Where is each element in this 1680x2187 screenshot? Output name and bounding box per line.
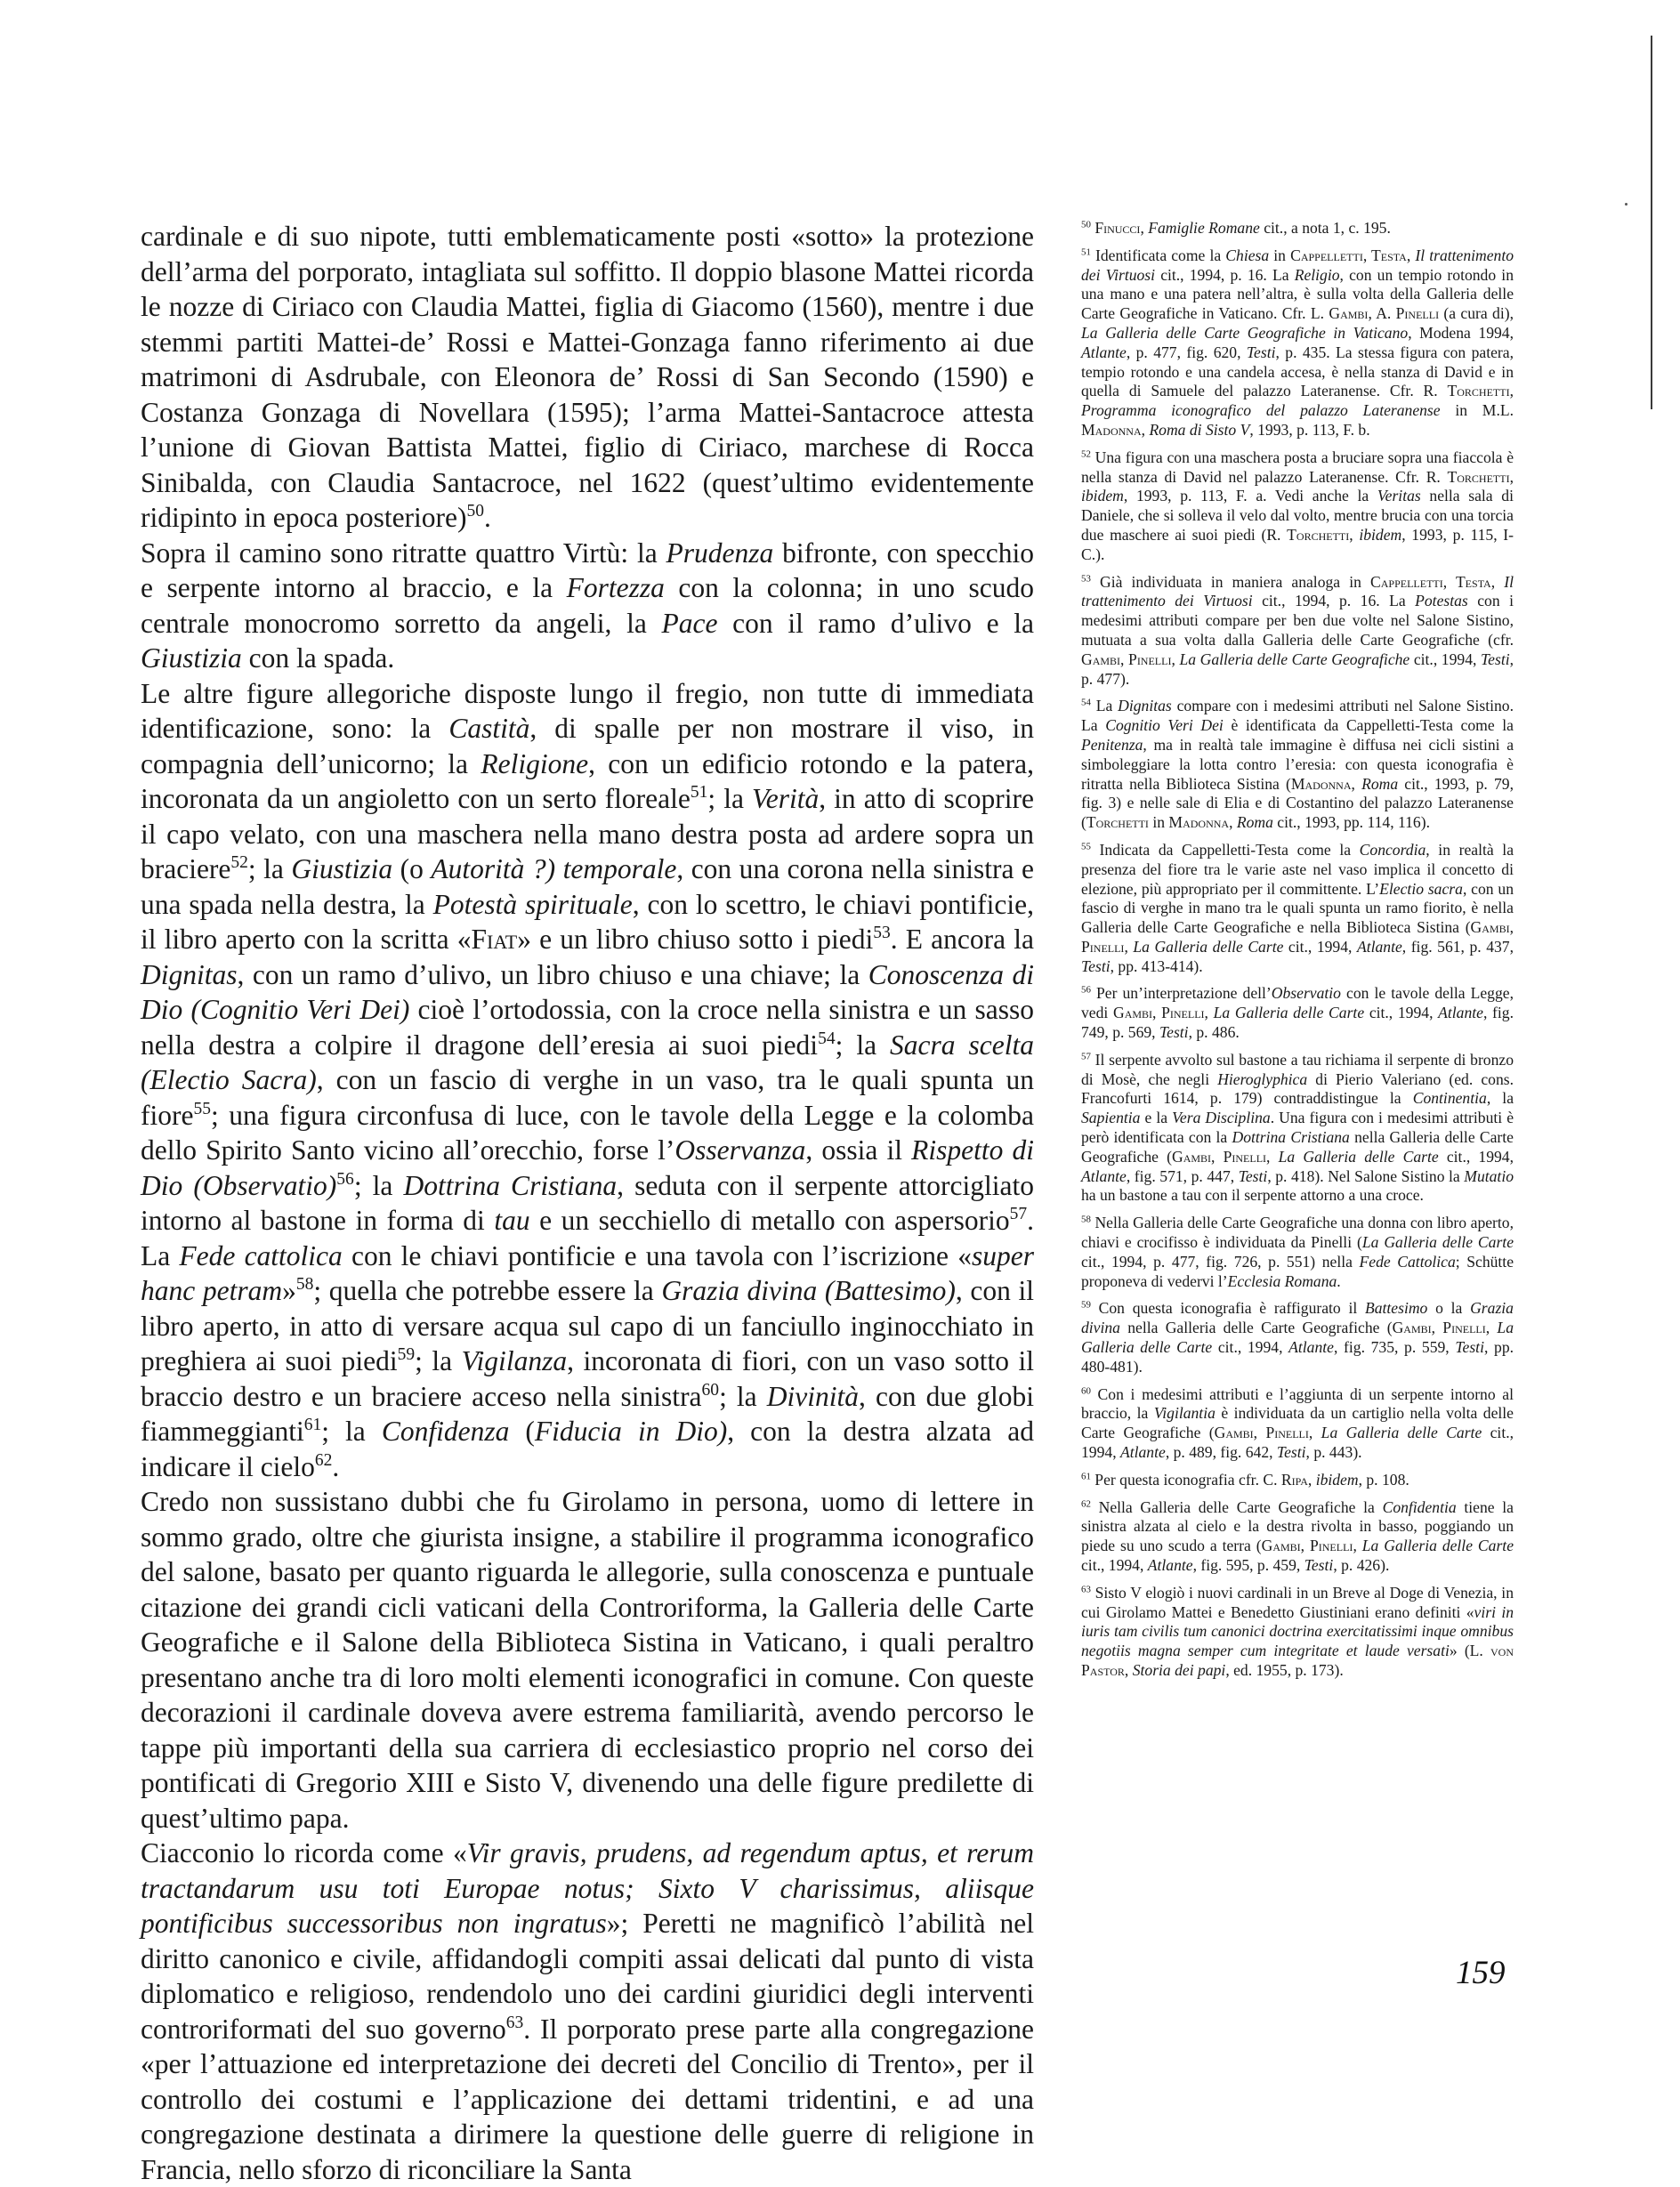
italic-term: Atlante — [1147, 1556, 1193, 1574]
italic-term: Rispetto di Dio (Observatio) — [141, 1134, 1034, 1201]
footnote-57 — [1081, 1051, 1514, 1206]
text-run: cit., 1994, — [1438, 1147, 1514, 1166]
footnote-ref-59[interactable]: 59 — [397, 1344, 416, 1364]
text-run: cardinale e di suo nipote, tutti emblematicamente posti «sotto» la protezione dell’arma del porporato, intagliata sul soffitto. Il doppio blasone Mattei ricorda le nozze di Ciriaco con Claudia Mattei, figlia di Giacomo (1560), mentre i due stemmi partiti Mattei-de’ Rossi e Mattei-Gonzaga fanno riferimento ai due matrimoni di Asdrubale, con Eleonora de’ Rossi di San Secondo (1590) e Costanza Gonzaga di Novellara (1595); l’arma Mattei-Santacroce attesta l’unione di Giovan Battista Mattei, figlio di Ciriaco, marchese di Rocca Sinibalda, con Claudia Santacroce, nel 1622 (quest’ultimo evidentemente ridipinto in epoca posteriore) — [141, 221, 1034, 533]
text-run: . — [1337, 1271, 1341, 1290]
italic-term: Dignitas — [1118, 697, 1172, 715]
footnote-58 — [1081, 1214, 1514, 1291]
footnote-ref-57[interactable]: 57 — [1009, 1204, 1028, 1223]
text-run: . — [332, 1450, 340, 1482]
text-run: , con un fascio di verghe in un vaso, tra le quali spunta un fiore — [141, 1064, 1034, 1131]
paragraph-3 — [141, 676, 1034, 1485]
text-run: , p. 418). Nel Salone Sistino la — [1267, 1166, 1465, 1185]
text-run: è individuata da un cartiglio nella volta delle Carte Geografiche ( — [1081, 1404, 1514, 1442]
text-run: ; Schütte proponeva di vedervi l’ — [1081, 1252, 1514, 1290]
italic-term: Testi — [1276, 1443, 1306, 1462]
work-title: La Galleria delle Carte — [1361, 1233, 1514, 1252]
italic-term: Testi — [1455, 1338, 1484, 1357]
italic-term: Vigilantia — [1153, 1404, 1216, 1423]
text-run: , di spalle per non mostrare il viso, in compagnia dell’unicorno; la — [141, 713, 1034, 779]
text-run: e la — [1140, 1109, 1173, 1127]
text-run: con la spada. — [241, 642, 395, 674]
text-run: Il serpente avvolto sul bastone a tau richiama il serpente di bronzo di Mosè, che negli — [1081, 1050, 1514, 1088]
text-run: , — [1124, 1660, 1133, 1679]
italic-term: Pace — [661, 607, 718, 639]
work-title: Roma — [1361, 774, 1399, 793]
text-run: con il ramo d’ulivo e la — [717, 607, 1034, 639]
italic-term: Testi — [1081, 956, 1111, 975]
italic-term: Giustizia — [141, 642, 242, 674]
text-run: , — [1490, 572, 1505, 591]
work-title: La Galleria delle Carte — [1321, 1424, 1482, 1442]
italic-term: Giustizia — [291, 853, 393, 884]
footnote-50 — [1081, 219, 1514, 238]
text-run: ; la — [353, 1169, 404, 1201]
italic-term: Atlante — [1356, 937, 1402, 956]
italic-term: Conoscenza di Dio (Cognitio Veri Dei) — [141, 958, 1034, 1025]
work-title: La Galleria delle Carte — [1213, 1004, 1365, 1022]
italic-term: Penitenza — [1081, 735, 1143, 754]
footnote-55 — [1081, 841, 1514, 977]
text-run: , con un edificio rotondo e la patera, incoronata da un angioletto con un serto floreale — [141, 747, 1034, 814]
work-title: Roma di Sisto V — [1149, 420, 1250, 439]
text-run: , Modena 1994, — [1408, 323, 1514, 342]
text-run: , p. 486. — [1188, 1023, 1240, 1042]
text-run: , p. 477). — [1081, 650, 1514, 688]
italic-term: Chiesa — [1225, 246, 1270, 264]
text-run: , — [1171, 650, 1180, 668]
italic-term: Confidentia — [1382, 1497, 1457, 1516]
author-name: Torchetti — [1086, 813, 1149, 832]
work-title: La Galleria delle Carte — [1133, 937, 1284, 956]
footnote-ref-60[interactable]: 60 — [701, 1380, 720, 1400]
text-run: Per questa iconografia cfr. C. — [1090, 1470, 1281, 1489]
footnote-61 — [1081, 1471, 1514, 1490]
text-run: Con questa iconografia è raffigurato il — [1090, 1299, 1365, 1318]
footnote-number: 52 — [1081, 448, 1091, 460]
italic-term: Fortezza — [566, 572, 665, 603]
italic-term: Sacra scelta (Electio Sacra) — [141, 1029, 1034, 1095]
author-name: Pinelli — [1395, 304, 1440, 323]
text-run: , fig. 595, p. 459, — [1192, 1556, 1304, 1574]
text-run: in — [1148, 813, 1169, 832]
text-run: , pp. 413-414). — [1110, 956, 1203, 975]
text-run: Nella Galleria delle Carte Geografiche la — [1090, 1497, 1383, 1516]
italic-term: Religione — [481, 747, 589, 779]
text-run: , p. 443). — [1305, 1443, 1362, 1462]
author-name: Gambi, Pinelli — [1081, 650, 1172, 668]
text-run: , 1993, p. 113, F. b. — [1249, 420, 1370, 439]
footnote-number: 53 — [1081, 572, 1091, 584]
italic-term: Verità — [751, 783, 820, 814]
italic-term: Concordia — [1359, 840, 1426, 859]
italic-term: Divinità — [766, 1380, 860, 1412]
text-run: » (L. — [1449, 1642, 1490, 1660]
author-name: Finucci — [1094, 219, 1141, 237]
author-name: Gambi, Pinelli — [1261, 1537, 1353, 1555]
text-run: . Una figura con i medesimi attributi è però identificata con la — [1081, 1109, 1514, 1147]
text-run: cit., 1994, — [1212, 1338, 1289, 1357]
author-name: Gambi — [1329, 304, 1369, 323]
text-run: cit., 1994, — [1364, 1004, 1439, 1022]
text-run: con la colonna; in uno scudo centrale monocromo sorretto da angeli, la — [141, 572, 1034, 639]
footnote-number: 50 — [1081, 219, 1091, 230]
text-run: in M.L. — [1440, 401, 1514, 420]
text-run: , — [1353, 1537, 1362, 1555]
text-run: ; quella che potrebbe essere la — [313, 1275, 662, 1306]
text-run: , — [1351, 774, 1362, 793]
text-run: , — [1266, 1147, 1279, 1166]
footnote-52 — [1081, 448, 1514, 565]
text-run: . — [484, 502, 491, 533]
italic-term: Dignitas — [141, 958, 238, 990]
text-run: » e un libro chiuso sotto i piedi — [517, 924, 874, 955]
text-run: ( — [509, 1416, 535, 1447]
text-run: , fig. 561, p. 437, — [1401, 937, 1514, 956]
author-name: Cappelletti, Testa — [1290, 246, 1407, 264]
text-run: bifronte, con specchio e serpente intorno al braccio, e la — [141, 537, 1034, 603]
text-run: , — [1485, 1319, 1498, 1337]
text-run: ; la — [415, 1345, 462, 1376]
text-run: ; una figura circonfusa di luce, con le tavole della Legge e la colomba dello Spirito Santo vicino all’orecchio, forse l’ — [141, 1099, 1034, 1166]
text-run: Già individuata in maniera analoga in — [1090, 572, 1371, 591]
text-run: o la — [1427, 1299, 1471, 1318]
text-run: , con una corona nella sinistra e una spada nella destra, la — [141, 853, 1034, 920]
author-name: von Pastor — [1081, 1642, 1514, 1679]
footnote-51 — [1081, 246, 1514, 440]
footnote-ref-51[interactable]: 51 — [690, 782, 708, 802]
italic-term: Vigilanza — [461, 1345, 568, 1376]
footnote-ref-63[interactable]: 63 — [505, 2013, 524, 2032]
text-run: cit., a nota 1, c. 195. — [1259, 219, 1391, 237]
italic-term: Testi — [1238, 1166, 1268, 1185]
italic-term: Testi — [1304, 1556, 1334, 1574]
text-run: ; la — [321, 1416, 382, 1447]
text-run: , la — [1486, 1089, 1514, 1108]
text-run: La — [1090, 697, 1119, 715]
text-run: , — [1308, 1424, 1321, 1442]
italic-term: Battesimo — [1364, 1299, 1428, 1318]
latin-quotation: viri in iuris tam civilis tum canonici doctrina exercitatissimi inque omnibus negotiis magna semper cum integritate et laude versati — [1081, 1602, 1514, 1660]
text-run: , p. 489, fig. 642, — [1165, 1443, 1277, 1462]
text-run: , — [1307, 1470, 1316, 1489]
text-run: con le tavole della Legge, vedi — [1081, 984, 1514, 1022]
author-name: Torchetti — [1447, 382, 1510, 400]
text-run: , seduta con il serpente attorcigliato intorno al bastone in forma di — [141, 1169, 1034, 1236]
italic-term: Atlante — [1081, 343, 1127, 361]
paragraph-1 — [141, 219, 1034, 536]
work-title: Roma — [1236, 813, 1273, 832]
text-run: , — [1229, 813, 1237, 832]
work-title: Storia dei papi — [1132, 1660, 1226, 1679]
author-name: Gambi, Pinelli — [1214, 1424, 1309, 1442]
work-title: Hieroglyphica — [1217, 1069, 1308, 1088]
text-run: , 1993, p. 113, F. a. Vedi anche la — [1123, 487, 1377, 505]
text-run: , ma in realtà tale immagine è diffusa nei cicli sistini a simboleggiare la lotta contro l’eresia: con questa iconografia è ritratta nella Biblioteca Sistina ( — [1081, 735, 1514, 793]
italic-term: Atlante — [1081, 1166, 1127, 1185]
footnote-ref-55[interactable]: 55 — [193, 1099, 211, 1118]
work-title: La Galleria delle Carte Geografiche in Vaticano — [1081, 323, 1409, 342]
footnote-54 — [1081, 697, 1514, 833]
text-run: (o — [392, 853, 432, 884]
italic-term: Castità — [448, 713, 530, 744]
text-run: , A. — [1368, 304, 1396, 323]
italic-term: Potestas — [1415, 592, 1468, 610]
text-run: ; la — [835, 1029, 891, 1061]
footnote-59 — [1081, 1299, 1514, 1376]
text-run: Con i medesimi attributi e l’aggiunta di un serpente intorno al braccio, la — [1081, 1384, 1514, 1423]
scan-edge-line — [1651, 36, 1652, 409]
text-run: , con lo scettro, le chiavi pontificie, il libro aperto con la scritta « — [141, 888, 1034, 955]
text-run: , con un fascio di verghe in mano tra le quali spunta un ramo fiorito, è nella Galleria delle Carte Geografiche e nella Biblioteca Sistina ( — [1081, 879, 1514, 937]
text-run: Le altre figure allegoriche disposte lungo il fregio, non tutte di immediata identificazione, sono: la — [141, 677, 1034, 744]
page-number: 159 — [1456, 1955, 1506, 1991]
text-run: , in atto di scoprire il capo velato, con una maschera nella mano destra posta ad ardere sopra un braciere — [141, 783, 1034, 884]
text-run: e un secchiello di metallo con aspersorio — [529, 1205, 1010, 1236]
text-run: , — [1349, 525, 1360, 544]
footnote-62 — [1081, 1498, 1514, 1576]
footnotes-column — [1081, 219, 1514, 1689]
text-run: , incoronata di fiori, con un vaso sotto il braccio destro e un braciere acceso nella sinistra — [141, 1345, 1034, 1412]
paragraph-5 — [141, 1836, 1034, 2187]
text-run: con i medesimi attributi compare per ben due volte nel Salone Sistino, mutuata a sua volta dalla Galleria delle Carte Geografiche (cfr. — [1081, 592, 1514, 649]
italic-term: Atlante — [1438, 1004, 1483, 1022]
italic-term: super hanc petram — [141, 1239, 1034, 1306]
footnote-number: 60 — [1081, 1384, 1091, 1396]
text-run: , p. 477, fig. 620, — [1126, 343, 1247, 361]
text-run: nella Galleria delle Carte Geografiche ( — [1081, 1128, 1514, 1166]
text-run: di Pierio Valeriano (ed. cons. Francofurti 1614, p. 179) contraddistingue la — [1081, 1069, 1514, 1108]
text-run: con le chiavi pontificie e una tavola con l’iscrizione « — [342, 1239, 972, 1271]
italic-term: tau — [494, 1205, 530, 1236]
italic-term: Potestà spirituale — [432, 888, 633, 920]
footnote-number: 51 — [1081, 246, 1091, 258]
italic-term: Veritas — [1377, 487, 1421, 505]
italic-term: Testi — [1481, 650, 1510, 668]
paragraph-4: Credo non sussistano dubbi che fu Girolamo in persona, uomo di lettere in sommo grado, oltre che giurista insigne, a stabilire il programma iconografico del salone, basato per quanto riguarda le allegorie, sulla conoscenza e puntuale citazione dei grandi cicli vaticani della Controriforma, la Galleria delle Carte Geografiche e il Salone della Biblioteca Sistina in Vaticano, i quali peraltro presentano anche tra di loro molti elementi iconografici in comune. Con queste decorazioni il cardinale doveva avere estrema familiarità, avendo percorso le tappe più importanti della sua carriera di ecclesiastico proprio nel corso dei pontificati di Gregorio XIII e Sisto V, divenendo una delle figure predilette di quest’ultimo papa. — [141, 1486, 1034, 1834]
text-run: , pp. 480-481). — [1081, 1338, 1514, 1376]
scan-speck — [1625, 203, 1628, 206]
footnote-number: 61 — [1081, 1471, 1091, 1482]
author-name: Gambi, Pinelli — [1392, 1319, 1486, 1337]
work-title: Il trattenimento dei Virtuosi — [1081, 246, 1514, 284]
text-run: Per un’interpretazione dell’ — [1090, 984, 1272, 1003]
text-run: (a cura di), — [1439, 304, 1514, 323]
text-run: , p. 108. — [1358, 1470, 1409, 1489]
text-run: , — [1141, 420, 1150, 439]
italic-term: Osservanza — [674, 1134, 806, 1166]
italic-term: Prudenza — [666, 537, 774, 569]
text-run: , p. 426). — [1333, 1556, 1390, 1574]
italic-term: Sapientia — [1081, 1109, 1141, 1127]
italic-term: Observatio — [1271, 984, 1341, 1003]
text-run: cit., 1993, p. 79, fig. 3) e nelle sale di Elia e di Costantino del palazzo Lateranense ( — [1081, 774, 1514, 832]
text-run: , p. 435. La stessa figura con patera, tempio rotondo e una candela accesa, è nella stanza di David e in quella di Samuele del palazzo Lateranense. Cfr. R. — [1081, 343, 1514, 400]
italic-term: ibidem — [1359, 525, 1402, 544]
text-run: , — [1140, 219, 1149, 237]
author-name: Torchetti — [1287, 525, 1350, 544]
italic-term: Electio sacra — [1379, 879, 1463, 898]
work-title: Programma iconografico del palazzo Lateranense — [1081, 401, 1441, 420]
italic-term: Grazia divina — [1081, 1299, 1514, 1337]
footnote-56 — [1081, 984, 1514, 1042]
text-run: , fig. 571, p. 447, — [1126, 1166, 1239, 1185]
text-run: . E ancora la — [890, 924, 1034, 955]
text-run: nella sala di Daniele, che si solleva il velo dal volto, mentre brucia con una torcia due maschere ai suoi piedi (R. — [1081, 487, 1514, 544]
text-run: » — [282, 1275, 296, 1306]
text-run: cit., 1994, — [1081, 1556, 1148, 1574]
text-run: , in realtà la presenza del fiore tra le varie aste nel vaso implica il concetto di elezione, più appropriato per il committente. L’ — [1081, 840, 1514, 898]
work-title: Il trattenimento dei Virtuosi — [1081, 572, 1514, 610]
small-caps-word: Fiat — [471, 924, 518, 955]
text-run: . Il porporato prese parte alla congregazione «per l’attuazione ed interpretazione dei decreti del Concilio di Trento», per il controllo dei costumi e l’applicazione dei dettami tridentini, e ad una congregazione destinata a dirimere la questione delle guerre di religione in Francia, nello sforzo di riconciliare la Santa — [141, 2013, 1034, 2185]
footnote-ref-54[interactable]: 54 — [818, 1029, 836, 1048]
text-run: , con il libro aperto, in atto di versare acqua sul capo di un fanciullo inginocchiato in preghiera ai suoi piedi — [141, 1275, 1034, 1376]
italic-term: Vera Disciplina — [1172, 1109, 1271, 1127]
text-run: Ciacconio lo ricorda come « — [141, 1837, 467, 1868]
text-run: cit., 1993, pp. 114, 116). — [1272, 813, 1430, 832]
text-run: , — [1204, 1004, 1214, 1022]
text-run: ; la — [707, 783, 752, 814]
latin-quotation: Vir gravis, prudens, ad regendum aptus, et rerum tractandarum usu toti Europae notus; Sixto V charissimus, aliisque pontificibus successoribus non ingratus — [141, 1837, 1034, 1939]
footnote-number: 56 — [1081, 984, 1091, 996]
work-title: La Galleria delle Carte — [1361, 1537, 1514, 1555]
italic-term: Confidenza — [381, 1416, 510, 1447]
text-run: tiene la sinistra alzata al cielo e la destra rivolta in basso, poggiando un piede su uno scudo a terra ( — [1081, 1497, 1514, 1555]
text-run: Sopra il camino sono ritratte quattro Virtù: la — [141, 537, 666, 569]
text-run: . La — [141, 1205, 1034, 1271]
text-run: , fig. 735, p. 559, — [1333, 1338, 1456, 1357]
author-name: Cappelletti, Testa — [1370, 572, 1491, 591]
work-title: La Galleria delle Carte Geografiche — [1179, 650, 1410, 668]
italic-term: Fede Cattolica — [1359, 1252, 1456, 1271]
italic-term: Testi — [1159, 1023, 1189, 1042]
italic-term: Atlante — [1288, 1338, 1334, 1357]
text-run: cit., 1994, — [1081, 1424, 1514, 1462]
text-run: Una figura con una maschera posta a bruciare sopra una fiaccola è nella stanza di David nel palazzo Lateranense. Cfr. R. — [1081, 448, 1514, 486]
italic-term: Autorità ?) temporale — [431, 853, 677, 884]
work-title: La Galleria delle Carte — [1278, 1147, 1439, 1166]
author-name: Madonna — [1081, 420, 1142, 439]
text-run: , con un ramo d’ulivo, un libro chiuso e una chiave; la — [237, 958, 868, 990]
footnote-ref-62[interactable]: 62 — [314, 1450, 333, 1470]
text-run: , con un tempio rotondo in una mano e una patera nell’altra, è sulla volta della Galleria delle Carte Geografiche in Vaticano. Cfr. L. — [1081, 265, 1514, 323]
work-title: Famiglie Romane — [1148, 219, 1260, 237]
footnote-ref-50[interactable]: 50 — [466, 501, 485, 521]
footnote-63 — [1081, 1584, 1514, 1681]
text-run: , — [1406, 246, 1416, 264]
text-run: compare con i medesimi attributi nel Salone Sistino. La — [1081, 697, 1514, 735]
work-title: La Galleria delle Carte — [1081, 1319, 1514, 1357]
author-name: Madonna — [1290, 774, 1352, 793]
italic-term: Cognitio Veri Dei — [1105, 716, 1224, 735]
author-name: Torchetti — [1447, 467, 1510, 486]
footnote-number: 55 — [1081, 841, 1091, 852]
text-run: , 1993, p. 115, I-C.). — [1081, 525, 1514, 563]
text-run: cit., 1994, p. 16. La — [1155, 265, 1295, 284]
text-run: Nella Galleria delle Carte Geografiche una donna con libro aperto, chiavi e crocifisso è individuata da Pinelli ( — [1081, 1214, 1514, 1252]
text-run: cit., 1994, — [1283, 937, 1357, 956]
text-run: Indicata da Cappelletti-Testa come la — [1090, 840, 1360, 859]
text-run: , — [1509, 467, 1514, 486]
italic-term: Religio — [1294, 265, 1340, 284]
footnote-ref-52[interactable]: 52 — [230, 852, 248, 872]
italic-term: Grazia divina (Battesimo) — [661, 1275, 956, 1306]
text-run: , fig. 749, p. 569, — [1081, 1004, 1514, 1042]
italic-term: Dottrina Cristiana — [1232, 1128, 1350, 1147]
italic-term: Testi — [1246, 343, 1276, 361]
text-run: cit., 1994, — [1409, 650, 1481, 668]
footnote-number: 62 — [1081, 1497, 1091, 1509]
text-run: Sisto V elogiò i nuovi cardinali in un Breve al Doge di Venezia, in cui Girolamo Mattei e Benedetto Giustiniani erano definiti « — [1081, 1583, 1514, 1621]
text-run: , ossia il — [805, 1134, 912, 1166]
italic-term: Fede cattolica — [179, 1239, 343, 1271]
author-name: Ripa — [1280, 1470, 1308, 1489]
text-run: , con la destra alzata ad indicare il cielo — [141, 1416, 1035, 1482]
italic-term: ibidem — [1081, 487, 1124, 505]
author-name: Madonna — [1168, 813, 1230, 832]
italic-term: Dottrina Cristiana — [403, 1169, 618, 1201]
main-text-column — [141, 219, 1034, 2187]
italic-term: Atlante — [1119, 1443, 1166, 1462]
author-name: Gambi, Pinelli — [1081, 918, 1514, 956]
italic-term: Mutatio — [1464, 1166, 1514, 1185]
italic-term: Continentia — [1412, 1089, 1487, 1108]
text-run: »; Peretti ne magnificò l’abilità nel diritto canonico e civile, affidandogli compiti assai delicati dal punto di vista diplomatico e religioso, rendendolo uno dei cardini giuridici degli interventi controriformati del suo governo — [141, 1908, 1034, 2045]
text-run: è identificata da Cappelletti-Testa come la — [1223, 716, 1514, 735]
footnote-ref-53[interactable]: 53 — [873, 923, 891, 942]
text-run: ; la — [719, 1380, 767, 1412]
footnote-number: 58 — [1081, 1214, 1091, 1225]
italic-term: Ecclesia Romana — [1227, 1271, 1337, 1290]
text-run: in — [1269, 246, 1291, 264]
footnote-ref-58[interactable]: 58 — [295, 1274, 314, 1294]
author-name: Gambi, Pinelli — [1112, 1004, 1205, 1022]
footnote-ref-56[interactable]: 56 — [336, 1169, 354, 1189]
text-run: , con due globi fiammeggianti — [141, 1380, 1034, 1447]
text-run: , ed. 1955, p. 173). — [1225, 1660, 1344, 1679]
text-run: , — [1509, 382, 1514, 400]
text-run: cit., 1994, p. 477, fig. 726, p. 551) nella — [1081, 1252, 1360, 1271]
text-run: ; la — [247, 853, 292, 884]
text-run: , — [1124, 937, 1134, 956]
italic-term: Fiducia in Dio) — [534, 1416, 728, 1447]
footnote-number: 59 — [1081, 1299, 1091, 1311]
footnote-number: 54 — [1081, 697, 1091, 708]
text-run: ha un bastone a tau con il serpente attorno a una croce. — [1081, 1186, 1424, 1205]
text-run: cioè l’ortodossia, con la croce nella sinistra e un sasso nella destra a colpire il dragone dell’eresia ai suoi piedi — [141, 994, 1035, 1061]
footnote-number: 57 — [1081, 1051, 1091, 1062]
footnote-60 — [1081, 1385, 1514, 1463]
text-run: Identificata come la — [1090, 246, 1226, 264]
author-name: Gambi, Pinelli — [1171, 1147, 1267, 1166]
italic-term: ibidem — [1315, 1470, 1359, 1489]
footnote-53 — [1081, 573, 1514, 690]
text-run: cit., 1994, p. 16. La — [1252, 592, 1416, 610]
text-run: nella Galleria delle Carte Geografiche ( — [1119, 1319, 1393, 1337]
footnote-ref-61[interactable]: 61 — [303, 1415, 322, 1434]
footnote-number: 63 — [1081, 1584, 1091, 1595]
paragraph-2 — [141, 536, 1034, 676]
